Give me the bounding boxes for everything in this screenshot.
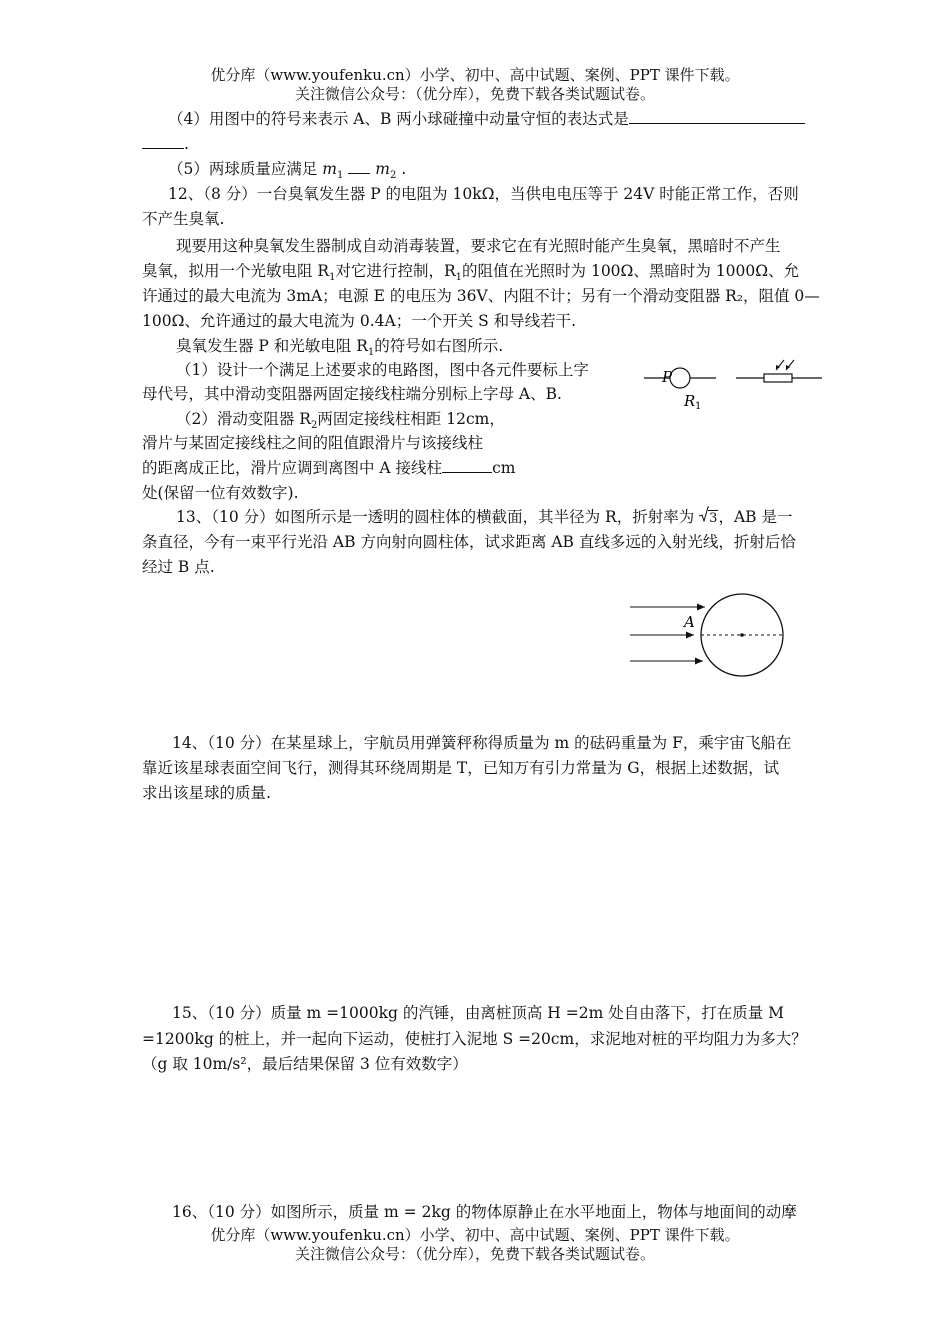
q15-line3: （g 取 10m/s²，最后结果保留 3 位有效数字）	[142, 1055, 468, 1073]
m2-subscript: 2	[389, 170, 397, 182]
label-r1: R	[684, 392, 696, 410]
sqrt-expression	[699, 506, 718, 531]
r1-subscript-3: 1	[367, 347, 375, 359]
q11-part5-text: （5）两球质量应满足	[168, 160, 323, 178]
q12-para2-l2b: 对它进行控制，R	[335, 262, 456, 280]
q13-line2: 条直径，今有一束平行光沿 AB 方向射向圆柱体，试求距离 AB 直线多远的入射光线，折射后恰	[142, 533, 796, 551]
footer-line-1: 优分库（www.youfenku.cn）小学、初中、高中试题、案例、PPT 课件下载。	[210, 1226, 740, 1244]
q12-para2-line3: 许通过的最大电流为 3mA；电源 E 的电压为 36V、内阻不计；另有一个滑动变阻器 R₂，阻值 0—	[142, 287, 820, 305]
q12-part1-line1: （1）设计一个满足上述要求的电路图，图中各元件要标上字	[176, 361, 589, 379]
header-line-1: 优分库（www.youfenku.cn）小学、初中、高中试题、案例、PPT 课件下载。	[210, 66, 740, 84]
label-a: A	[684, 613, 695, 631]
q12-intro-line2: 不产生臭氧.	[142, 210, 225, 228]
r2-subscript: 2	[310, 420, 318, 432]
q13-cylinder-figure	[620, 590, 800, 690]
q12-part2-l1b: 两固定接线柱相距 12cm，	[317, 410, 505, 428]
q11-part4-blank	[629, 108, 805, 124]
q11-part5-blank	[348, 158, 370, 174]
footer-line-2: 关注微信公众号：（优分库），免费下载各类试题试卷。	[294, 1245, 655, 1263]
q12-part2-line4: 处(保留一位有效数字).	[142, 484, 299, 502]
q11-part4-text: （4）用图中的符号来表示 A、B 两小球碰撞中动量守恒的表达式是	[168, 110, 629, 128]
m1-symbol: m	[322, 160, 337, 178]
header-line-2: 关注微信公众号：（优分库），免费下载各类试题试卷。	[294, 85, 655, 103]
q12-intro-line1: 12、（8 分）一台臭氧发生器 P 的电阻为 10kΩ，当供电电压等于 24V 时能正常工作，否则	[168, 185, 799, 203]
sqrt-value: 3	[709, 511, 718, 526]
q13-l1b: ，AB 是一	[718, 508, 793, 526]
q12-part2-l1a: （2）滑动变阻器 R	[176, 410, 311, 428]
q15-line1: 15、（10 分）质量 m =1000kg 的汽锤，由离桩顶高 H =2m 处自由落下，打在质量 M	[172, 1004, 784, 1022]
q15-line2: =1200kg 的桩上，并一起向下运动，使桩打入泥地 S =20cm，求泥地对桩的平均阻力为多大？	[142, 1030, 807, 1048]
q12-para2-line1: 现要用这种臭氧发生器制成自动消毒装置，要求它在有光照时能产生臭氧，黑暗时不产生	[176, 237, 781, 255]
q12-part2-blank	[442, 457, 492, 473]
r1-subscript-2: 1	[455, 272, 463, 284]
q12-part2-unit: cm	[492, 459, 516, 477]
q12-para2-l2c: 的阻值在光照时为 100Ω、黑暗时为 1000Ω、允	[462, 262, 800, 280]
light-ray-1-head	[697, 604, 705, 611]
q12-para2-line4: 100Ω、允许通过的最大电流为 0.4A；一个开关 S 和导线若干.	[142, 312, 577, 330]
q11-part4-end: .	[184, 135, 189, 153]
q14-line1: 14、（10 分）在某星球上，宇航员用弹簧秤称得质量为 m 的砝码重量为 F，乘宇宙飞船在	[172, 734, 792, 752]
q12-symbols-figure	[640, 358, 830, 418]
q12-part2-line2: 滑片与某固定接线柱之间的阻值跟滑片与该接线柱	[142, 434, 484, 452]
q12-part1-line2: 母代号，其中滑动变阻器两固定接线柱端分别标上字母 A、B.	[142, 385, 562, 403]
q13-line3: 经过 B 点.	[142, 558, 215, 576]
footer	[0, 1226, 950, 1264]
r1-subscript: 1	[329, 272, 336, 284]
center-point	[740, 633, 744, 637]
q12-part2-l3a: 的距离成正比，滑片应调到离图中 A 接线柱	[142, 459, 443, 477]
label-p: P	[662, 368, 673, 386]
q13-l1a: 13、（10 分）如图所示是一透明的圆柱体的横截面，其半径为 R，折射率为	[176, 508, 700, 526]
q12-part2-line3	[142, 456, 622, 481]
light-ray-3-head	[695, 658, 703, 665]
label-r1-sub: 1	[695, 401, 702, 412]
q12-para3b: 的符号如右图所示.	[374, 337, 504, 355]
q12-para2-l2a: 臭氧，拟用一个光敏电阻 R	[142, 262, 330, 280]
m1-subscript: 1	[337, 170, 344, 182]
q11-part4-blank-2	[142, 133, 184, 149]
q11-part4-cont	[142, 132, 834, 157]
sqrt-symbol	[699, 506, 709, 522]
header	[0, 66, 950, 104]
q16-line1: 16、（10 分）如图所示，质量 m = 2kg 的物体原静止在水平地面上，物体与地面间的动摩	[172, 1203, 797, 1221]
q11-part5-end: .	[396, 160, 407, 178]
ozone-generator-symbol	[670, 368, 690, 388]
q14-line2: 靠近该星球表面空间飞行，测得其环绕周期是 T，已知万有引力常量为 G，根据上述数据，试	[142, 759, 780, 777]
q13-line1	[176, 505, 836, 531]
q12-para3a: 臭氧发生器 P 和光敏电阻 R	[176, 337, 368, 355]
m2-symbol: m	[375, 160, 390, 178]
photoresistor-symbol	[764, 374, 792, 382]
q11-part4	[168, 107, 838, 132]
q14-line3: 求出该星球的质量.	[142, 784, 271, 802]
light-ray-2-head	[686, 632, 694, 639]
